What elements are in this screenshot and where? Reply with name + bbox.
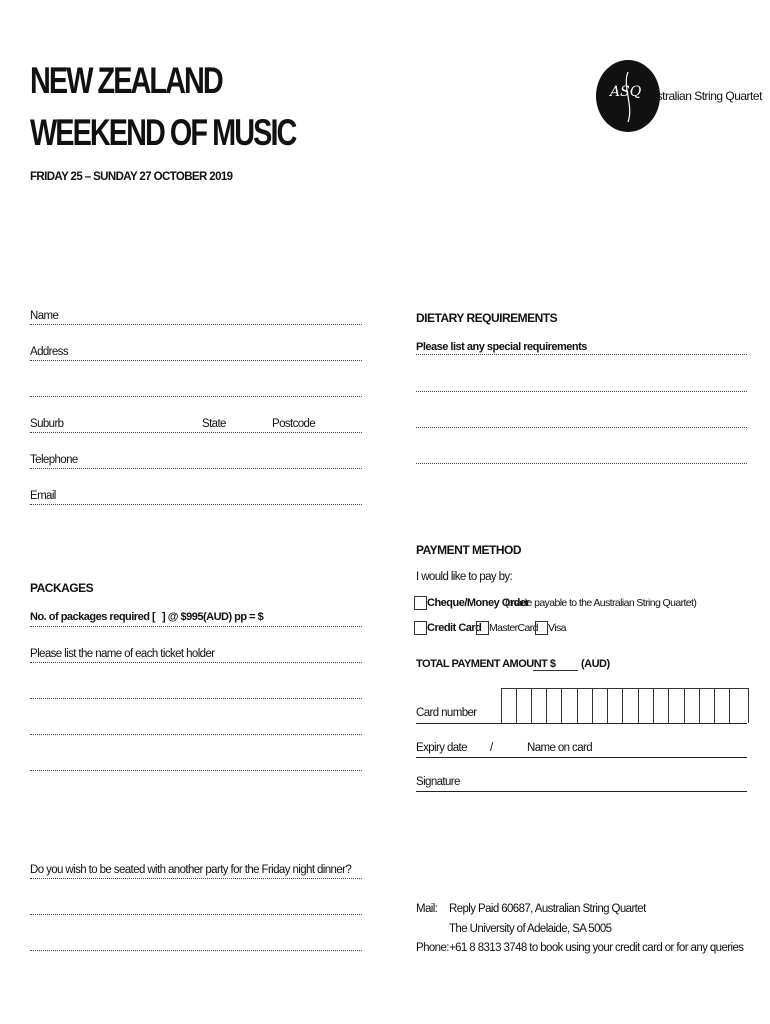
packages-heading: PACKAGES bbox=[30, 581, 94, 595]
card-digit-box bbox=[593, 689, 608, 723]
card-digit-box bbox=[563, 689, 578, 723]
card-digit-box bbox=[624, 689, 639, 723]
card-digit-box bbox=[532, 689, 547, 723]
email-field[interactable] bbox=[30, 504, 362, 505]
phone-text: +61 8 8313 3748 to book using your credit card or for any queries bbox=[449, 942, 744, 954]
card-number-label: Card number bbox=[416, 707, 477, 719]
mail-address-line1: Reply Paid 60687, Australian String Quartet bbox=[449, 903, 646, 915]
expiry-separator: / bbox=[490, 742, 493, 754]
seating-field-line2[interactable] bbox=[30, 914, 362, 915]
visa-label: Visa bbox=[548, 622, 566, 634]
visa-checkbox[interactable] bbox=[535, 621, 548, 635]
dietary-prompt: Please list any special requirements bbox=[416, 341, 587, 353]
packages-price-text: ] @ $995(AUD) pp = $ bbox=[162, 611, 264, 623]
packages-required-label: No. of packages required [ bbox=[30, 611, 156, 623]
name-field[interactable] bbox=[30, 324, 362, 325]
name-on-card-label: Name on card bbox=[527, 742, 593, 754]
mail-address-line2: The University of Adelaide, SA 5005 bbox=[449, 923, 612, 935]
dietary-field-line3[interactable] bbox=[416, 427, 747, 428]
state-label: State bbox=[202, 418, 226, 430]
card-digit-box bbox=[700, 689, 715, 723]
seating-question: Do you wish to be seated with another party for the Friday night dinner? bbox=[30, 864, 352, 876]
ticket-holder-line1[interactable] bbox=[30, 662, 362, 663]
dietary-heading: DIETARY REQUIREMENTS bbox=[416, 311, 558, 325]
credit-card-checkbox[interactable] bbox=[414, 621, 427, 635]
card-digit-box bbox=[502, 689, 517, 723]
address-label: Address bbox=[30, 346, 68, 358]
email-label: Email bbox=[30, 490, 56, 502]
phone-label: Phone: bbox=[416, 942, 449, 954]
expiry-label: Expiry date bbox=[416, 742, 467, 754]
card-digit-box bbox=[547, 689, 562, 723]
mastercard-label: MasterCard bbox=[489, 622, 538, 634]
card-number-field[interactable] bbox=[416, 688, 747, 724]
expiry-name-field[interactable] bbox=[416, 757, 747, 758]
event-title-line2: WEEKEND OF MUSIC bbox=[30, 112, 296, 153]
event-dates: FRIDAY 25 – SUNDAY 27 OCTOBER 2019 bbox=[30, 171, 233, 183]
dietary-field-line2[interactable] bbox=[416, 391, 747, 392]
dietary-field-line4[interactable] bbox=[416, 463, 747, 464]
card-digit-box bbox=[608, 689, 623, 723]
payment-intro: I would like to pay by: bbox=[416, 571, 513, 583]
packages-quantity-input[interactable] bbox=[136, 608, 160, 624]
suburb-label: Suburb bbox=[30, 418, 64, 430]
total-currency: (AUD) bbox=[581, 658, 610, 670]
card-digit-box bbox=[639, 689, 654, 723]
card-digit-box bbox=[715, 689, 730, 723]
name-label: Name bbox=[30, 310, 59, 322]
suburb-state-postcode-field[interactable] bbox=[30, 432, 362, 433]
card-digit-box bbox=[685, 689, 700, 723]
total-payment-field[interactable] bbox=[533, 670, 578, 671]
packages-total-field[interactable] bbox=[30, 626, 362, 627]
mail-label: Mail: bbox=[416, 903, 438, 915]
telephone-field[interactable] bbox=[30, 468, 362, 469]
logo-text: Australian String Quartet bbox=[643, 89, 762, 103]
seating-field-line1[interactable] bbox=[30, 878, 362, 879]
card-digit-box bbox=[517, 689, 532, 723]
event-title-line1: NEW ZEALAND bbox=[30, 60, 222, 101]
total-payment-label: TOTAL PAYMENT AMOUNT $ bbox=[416, 658, 556, 670]
address-field-line1[interactable] bbox=[30, 360, 362, 361]
ticket-holder-line4[interactable] bbox=[30, 770, 362, 771]
telephone-label: Telephone bbox=[30, 454, 78, 466]
logo-monogram: ASQ bbox=[610, 84, 642, 100]
payment-heading: PAYMENT METHOD bbox=[416, 543, 522, 557]
ticket-holders-label: Please list the name of each ticket holder bbox=[30, 648, 215, 660]
signature-label: Signature bbox=[416, 776, 460, 788]
cheque-checkbox[interactable] bbox=[414, 596, 427, 610]
cheque-note: (made payable to the Australian String Quartet) bbox=[505, 597, 697, 609]
card-digit-box bbox=[654, 689, 669, 723]
signature-field[interactable] bbox=[416, 791, 747, 792]
cheque-label: Cheque/Money Order bbox=[427, 597, 530, 609]
mastercard-checkbox[interactable] bbox=[476, 621, 489, 635]
credit-card-label: Credit Card bbox=[427, 622, 482, 634]
dietary-field-line1[interactable] bbox=[416, 354, 747, 355]
card-number-boxes bbox=[501, 688, 749, 723]
ticket-holder-line2[interactable] bbox=[30, 698, 362, 699]
postcode-label: Postcode bbox=[272, 418, 316, 430]
ticket-holder-line3[interactable] bbox=[30, 734, 362, 735]
seating-field-line3[interactable] bbox=[30, 950, 362, 951]
card-digit-box bbox=[670, 689, 685, 723]
address-field-line2[interactable] bbox=[30, 396, 362, 397]
card-digit-box bbox=[578, 689, 593, 723]
